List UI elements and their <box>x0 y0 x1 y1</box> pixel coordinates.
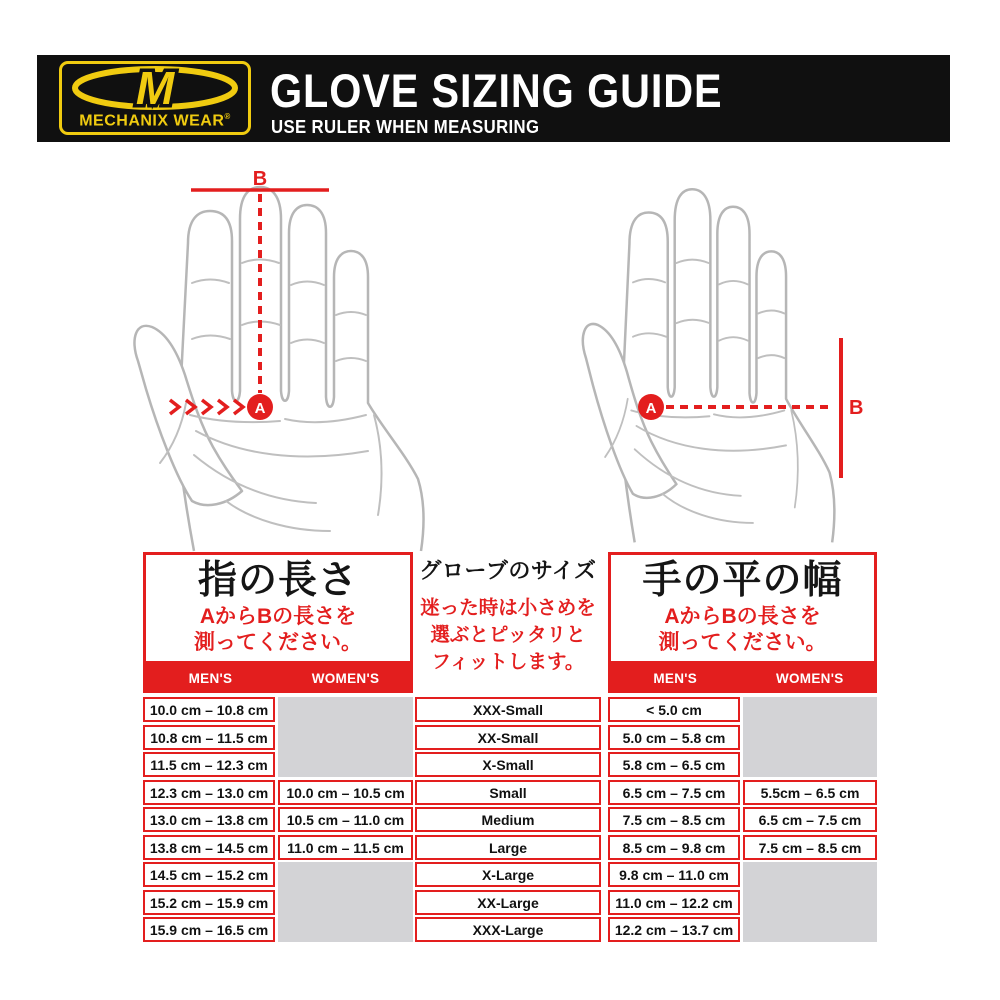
page-title: GLOVE SIZING GUIDE <box>270 64 723 117</box>
palm-gender-header <box>608 664 877 693</box>
finger-length-title: 指の長さ <box>197 559 358 602</box>
finger-length-hand <box>134 187 423 551</box>
table-cell: < 5.0 cm <box>608 697 740 722</box>
finger-womens-header: WOMEN'S <box>311 671 380 686</box>
point-b-label: B <box>252 168 268 190</box>
table-cell: 5.5cm – 6.5 cm <box>743 780 877 805</box>
glove-size-header <box>415 554 601 676</box>
glove-size-title: グローブのサイズ <box>419 558 597 583</box>
table-cell: 10.8 cm – 11.5 cm <box>143 725 275 750</box>
table-cell: 5.8 cm – 6.5 cm <box>608 752 740 777</box>
size-cell: Large <box>415 835 601 860</box>
point-a-label: A <box>645 400 657 417</box>
finger-gender-header <box>143 664 413 693</box>
glove-size-note: 迷った時は小さめを 選ぶとピッタリと フィットします。 <box>420 597 596 673</box>
finger-length-instruction: AからBの長さを 測ってください。 <box>194 605 362 654</box>
table-cell: 13.8 cm – 14.5 cm <box>143 835 275 860</box>
size-cell: Medium <box>415 807 601 832</box>
table-cell: 5.0 cm – 5.8 cm <box>608 725 740 750</box>
table-cell: 10.0 cm – 10.8 cm <box>143 697 275 722</box>
palm-width-panel <box>608 552 877 664</box>
size-cell: X-Large <box>415 862 601 887</box>
palm-mens-header: MEN'S <box>653 671 698 686</box>
table-cell: 15.9 cm – 16.5 cm <box>143 917 275 942</box>
finger-mens-header: MEN'S <box>188 671 233 686</box>
table-cell: 8.5 cm – 9.8 cm <box>608 835 740 860</box>
table-cell: 10.0 cm – 10.5 cm <box>278 780 413 805</box>
page-subtitle: USE RULER WHEN MEASURING <box>271 117 540 137</box>
table-cell: 12.3 cm – 13.0 cm <box>143 780 275 805</box>
finger-length-panel <box>143 552 413 664</box>
table-cell: 7.5 cm – 8.5 cm <box>743 835 877 860</box>
table-cell: 6.5 cm – 7.5 cm <box>608 780 740 805</box>
table-cell: 13.0 cm – 13.8 cm <box>143 807 275 832</box>
table-cell: 6.5 cm – 7.5 cm <box>743 807 877 832</box>
table-cell: 9.8 cm – 11.0 cm <box>608 862 740 887</box>
size-cell: XX-Small <box>415 725 601 750</box>
empty-cell <box>743 697 877 777</box>
table-cell: 12.2 cm – 13.7 cm <box>608 917 740 942</box>
size-cell: XXX-Large <box>415 917 601 942</box>
table-cell: 10.5 cm – 11.0 cm <box>278 807 413 832</box>
palm-width-instruction: AからBの長さを 測ってください。 <box>658 605 827 654</box>
table-cell: 14.5 cm – 15.2 cm <box>143 862 275 887</box>
table-cell: 15.2 cm – 15.9 cm <box>143 890 275 915</box>
point-a-label: A <box>254 400 266 417</box>
size-cell: X-Small <box>415 752 601 777</box>
table-cell: 11.0 cm – 12.2 cm <box>608 890 740 915</box>
palm-width-title: 手の平の幅 <box>642 559 843 602</box>
table-cell: 7.5 cm – 8.5 cm <box>608 807 740 832</box>
table-cell: 11.0 cm – 11.5 cm <box>278 835 413 860</box>
size-cell: XXX-Small <box>415 697 601 722</box>
point-b-label: B <box>849 397 864 419</box>
registered-mark: ® <box>224 112 231 121</box>
empty-cell <box>743 862 877 942</box>
empty-cell <box>278 862 413 942</box>
size-cell: Small <box>415 780 601 805</box>
logo-brand-text: MECHANIX WEAR® <box>79 112 231 130</box>
empty-cell <box>278 697 413 777</box>
palm-womens-header: WOMEN'S <box>775 671 844 686</box>
palm-width-hand <box>583 189 835 542</box>
size-cell: XX-Large <box>415 890 601 915</box>
logo-monogram: M <box>135 64 175 110</box>
table-cell: 11.5 cm – 12.3 cm <box>143 752 275 777</box>
